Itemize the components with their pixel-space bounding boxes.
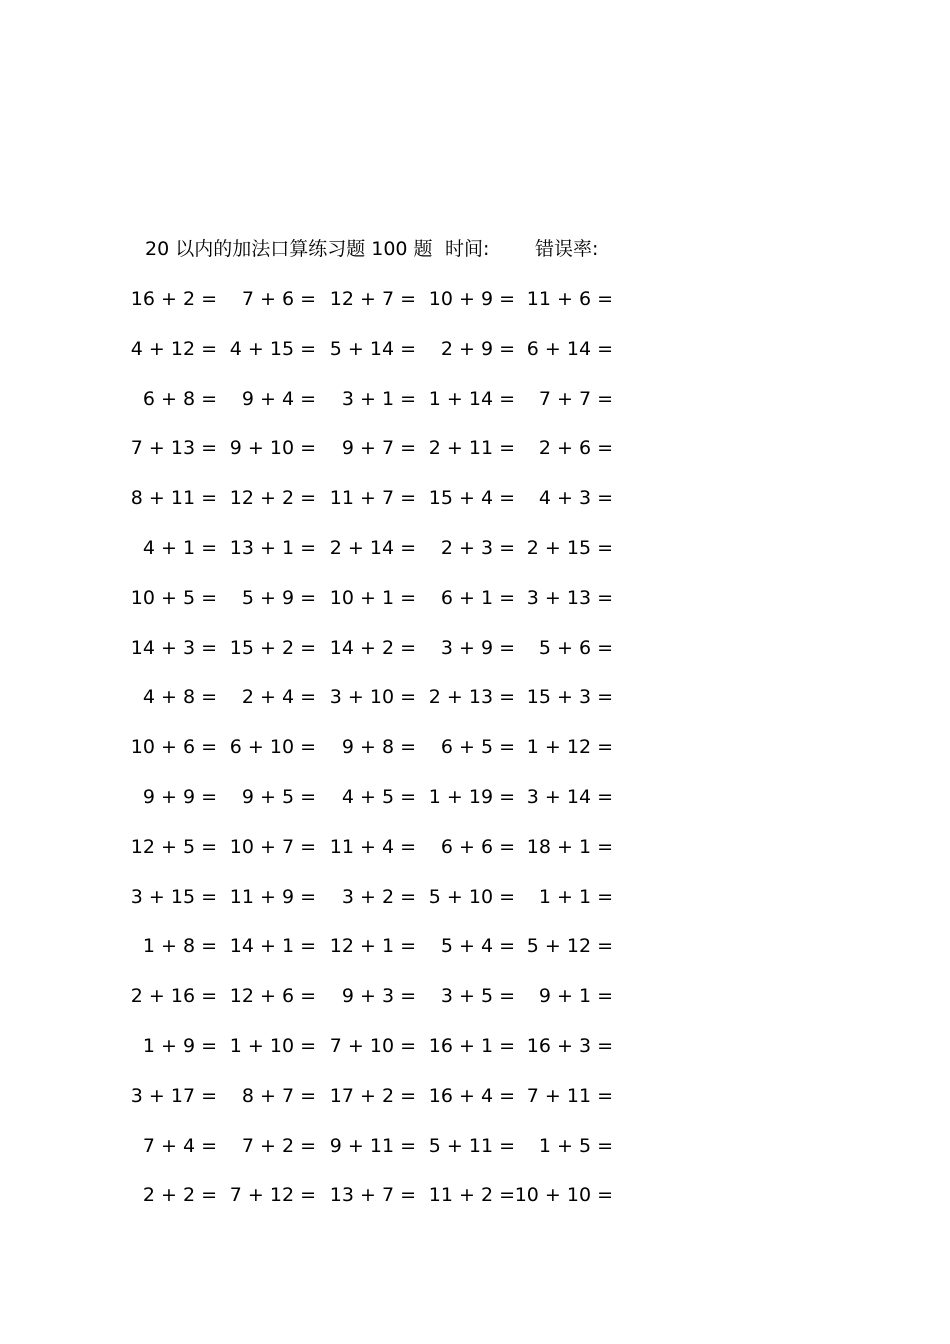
- problem-item: 4 + 8 =: [142, 686, 217, 709]
- problem-item: 11 + 6 =: [526, 288, 613, 310]
- problem-item: 2 + 3 =: [440, 537, 515, 559]
- problem-item: 10 + 1 =: [329, 586, 416, 609]
- problem-item: 2 + 4 =: [241, 686, 316, 709]
- problem-item: 14 + 3 =: [130, 636, 217, 659]
- problem-item: 9 + 5 =: [241, 786, 316, 808]
- problem-item: 1 + 8 =: [142, 935, 217, 958]
- problem-item: 4 + 12 =: [130, 337, 217, 360]
- problem-item: 2 + 6 =: [538, 437, 613, 460]
- problem-item: 1 + 9 =: [142, 1035, 217, 1057]
- problem-item: 7 + 6 =: [241, 288, 316, 310]
- problem-item: 10 + 7 =: [229, 835, 316, 858]
- problem-item: 9 + 10 =: [229, 437, 316, 460]
- problem-item: 10 + 6 =: [130, 736, 217, 759]
- time-label: 时间:: [445, 238, 490, 260]
- problem-item: 1 + 5 =: [538, 1134, 613, 1157]
- problem-item: 5 + 9 =: [241, 586, 316, 609]
- problem-item: 16 + 2 =: [130, 288, 217, 310]
- problem-item: 4 + 1 =: [142, 537, 217, 559]
- problem-item: 9 + 7 =: [341, 437, 416, 460]
- problem-item: 6 + 1 =: [440, 586, 515, 609]
- problem-item: 11 + 7 =: [329, 487, 416, 510]
- problem-item: 11 + 4 =: [329, 835, 416, 858]
- problem-item: 16 + 3 =: [526, 1035, 613, 1057]
- problem-item: 3 + 2 =: [341, 885, 416, 908]
- problem-item: 7 + 10 =: [329, 1035, 416, 1057]
- problem-item: 3 + 13 =: [526, 586, 613, 609]
- problem-item: 6 + 10 =: [229, 736, 316, 759]
- problem-item: 10 + 9 =: [428, 288, 515, 310]
- problem-item: 15 + 3 =: [526, 686, 613, 709]
- problem-item: 2 + 11 =: [428, 437, 515, 460]
- problem-item: 2 + 14 =: [329, 537, 416, 559]
- problem-item: 7 + 7 =: [538, 387, 613, 410]
- problem-item: 5 + 14 =: [329, 337, 416, 360]
- problem-item: 2 + 2 =: [142, 1184, 217, 1207]
- error-rate-label: 错误率:: [535, 238, 599, 260]
- problem-item: 12 + 5 =: [130, 835, 217, 858]
- problem-item: 4 + 3 =: [538, 487, 613, 510]
- problem-item: 3 + 1 =: [341, 387, 416, 410]
- problem-item: 14 + 1 =: [229, 935, 316, 958]
- problem-item: 5 + 6 =: [538, 636, 613, 659]
- problem-item: 12 + 7 =: [329, 288, 416, 310]
- problem-item: 15 + 2 =: [229, 636, 316, 659]
- problem-item: 6 + 6 =: [440, 835, 515, 858]
- problem-item: 7 + 2 =: [241, 1134, 316, 1157]
- problem-item: 14 + 2 =: [329, 636, 416, 659]
- problem-item: 5 + 11 =: [428, 1134, 515, 1157]
- problem-item: 2 + 15 =: [526, 537, 613, 559]
- problem-item: 10 + 10 =: [514, 1184, 613, 1207]
- worksheet-title: 20 以内的加法口算练习题 100 题: [145, 238, 433, 260]
- problem-item: 1 + 14 =: [428, 387, 515, 410]
- problem-item: 9 + 11 =: [329, 1134, 416, 1157]
- problem-item: 3 + 9 =: [440, 636, 515, 659]
- problem-item: 7 + 12 =: [229, 1184, 316, 1207]
- problem-item: 12 + 6 =: [229, 985, 316, 1008]
- problem-item: 11 + 2 =: [428, 1184, 515, 1207]
- problem-item: 5 + 4 =: [440, 935, 515, 958]
- problem-item: 1 + 10 =: [229, 1035, 316, 1057]
- problem-item: 13 + 7 =: [329, 1184, 416, 1207]
- problem-item: 16 + 1 =: [428, 1035, 515, 1057]
- problem-item: 7 + 4 =: [142, 1134, 217, 1157]
- problem-item: 9 + 1 =: [538, 985, 613, 1008]
- problem-item: 9 + 8 =: [341, 736, 416, 759]
- problem-item: 1 + 12 =: [526, 736, 613, 759]
- problem-item: 15 + 4 =: [428, 487, 515, 510]
- problem-item: 8 + 11 =: [130, 487, 217, 510]
- problem-item: 9 + 4 =: [241, 387, 316, 410]
- problem-item: 2 + 16 =: [130, 985, 217, 1008]
- problem-item: 5 + 10 =: [428, 885, 515, 908]
- problem-item: 2 + 9 =: [440, 337, 515, 360]
- problem-item: 12 + 1 =: [329, 935, 416, 958]
- problem-item: 3 + 15 =: [130, 885, 217, 908]
- problem-item: 6 + 8 =: [142, 387, 217, 410]
- problem-item: 13 + 1 =: [229, 537, 316, 559]
- problem-item: 1 + 1 =: [538, 885, 613, 908]
- problem-item: 4 + 5 =: [341, 786, 416, 808]
- problem-item: 3 + 17 =: [130, 1084, 217, 1107]
- problem-item: 12 + 2 =: [229, 487, 316, 510]
- problem-item: 7 + 11 =: [526, 1084, 613, 1107]
- problem-item: 5 + 12 =: [526, 935, 613, 958]
- problem-item: 7 + 13 =: [130, 437, 217, 460]
- problem-item: 3 + 14 =: [526, 786, 613, 808]
- problem-item: 18 + 1 =: [526, 835, 613, 858]
- problem-item: 2 + 13 =: [428, 686, 515, 709]
- problem-item: 6 + 14 =: [526, 337, 613, 360]
- problem-item: 17 + 2 =: [329, 1084, 416, 1107]
- problem-item: 1 + 19 =: [428, 786, 515, 808]
- problem-item: 10 + 5 =: [130, 586, 217, 609]
- problem-item: 3 + 10 =: [329, 686, 416, 709]
- problem-item: 3 + 5 =: [440, 985, 515, 1008]
- problem-item: 9 + 3 =: [341, 985, 416, 1008]
- problem-item: 6 + 5 =: [440, 736, 515, 759]
- problem-item: 4 + 15 =: [229, 337, 316, 360]
- problem-item: 11 + 9 =: [229, 885, 316, 908]
- problem-item: 9 + 9 =: [142, 786, 217, 808]
- problem-item: 16 + 4 =: [428, 1084, 515, 1107]
- problem-item: 8 + 7 =: [241, 1084, 316, 1107]
